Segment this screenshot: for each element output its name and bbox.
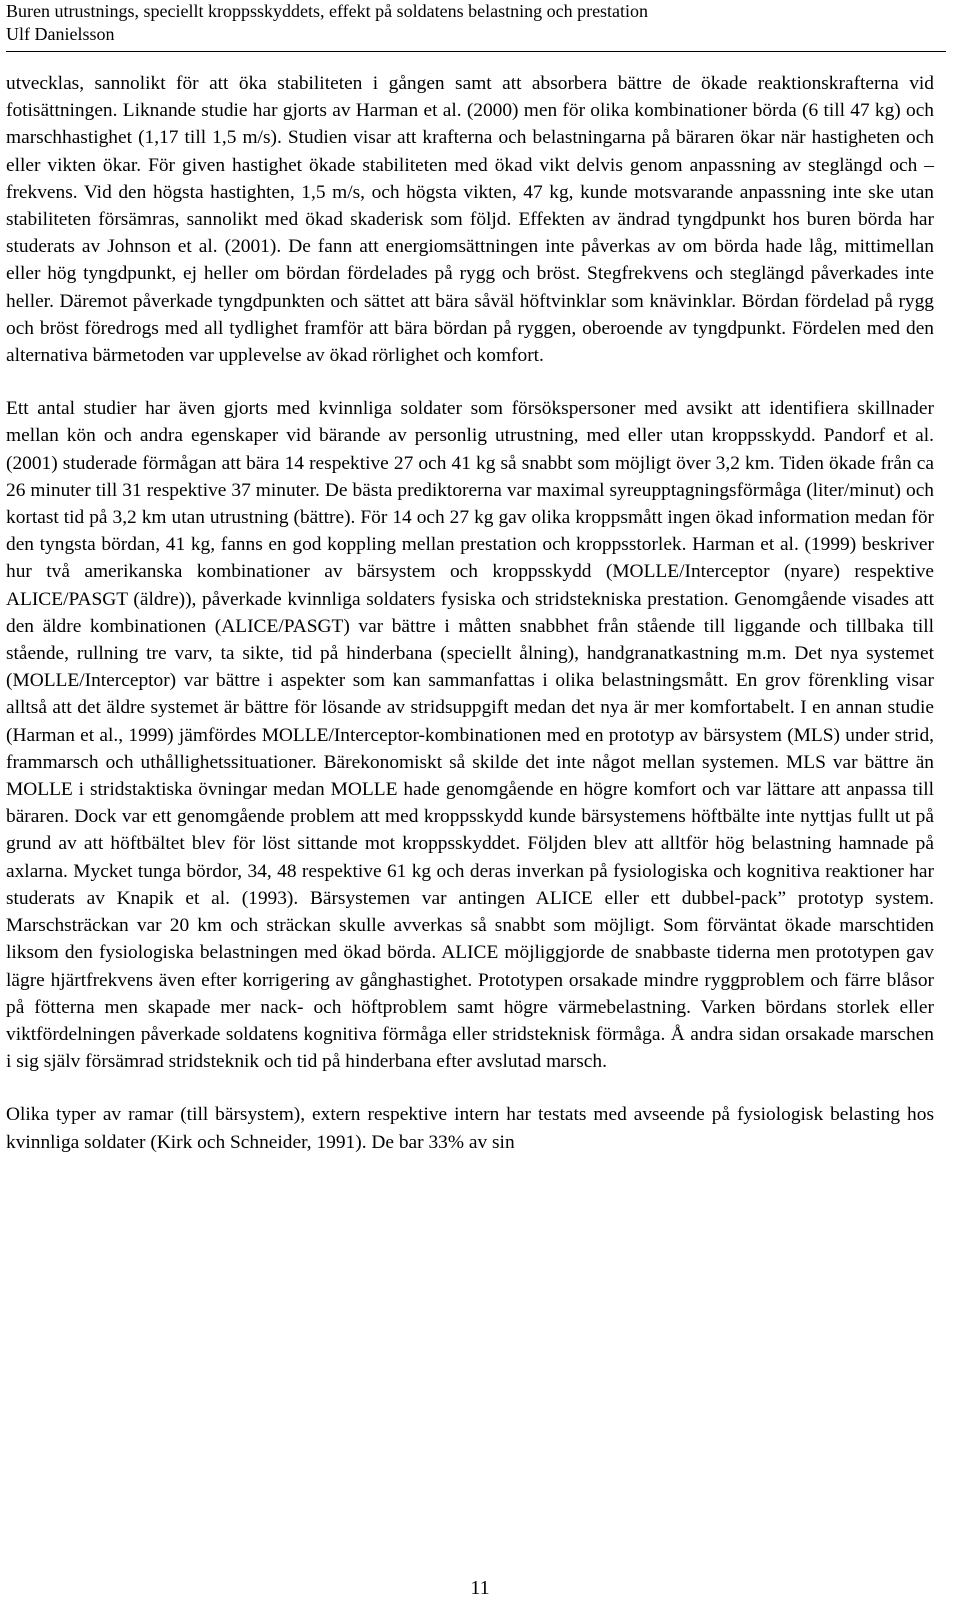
running-header (6, 0, 946, 46)
body-text (6, 70, 934, 1156)
document-title: Buren utrustnings, speciellt kroppsskyddets, effekt på soldatens belastning och prestation (6, 1, 649, 21)
header-divider (6, 51, 946, 52)
paragraph-3: Olika typer av ramar (till bärsystem), extern respektive intern har testats med avseende på fysiologisk belasting hos kvinnliga soldater (Kirk och Schneider, 1991). De bar 33% av sin (6, 1104, 934, 1153)
paragraph-2: Ett antal studier har även gjorts med kvinnliga soldater som försökspersoner med avsikt att identifiera skillnader mellan kön och andra egenskaper vid bärande av personlig utrustning, med eller utan kroppsskydd. Pandorf et al. (2001) studerade förmågan att bära 14 respektive 27 och 41 kg så snabbt som möjligt över 3,2 km. Tiden ökade från ca 26 minuter till 31 respektive 37 minuter. De bästa prediktorerna var maximal syreupptagningsförmåga (liter/minut) och kortast tid på 3,2 km utan utrustning (bättre). För 14 och 27 kg gav olika kroppsmått ingen ökad information medan för den tyngsta bördan, 41 kg, fanns en god koppling mellan prestation och kroppsstorlek. Harman et al. (1999) beskriver hur två amerikanska kombinationer av bärsystem och kroppsskydd (MOLLE/Interceptor (nyare) respektive ALICE/PASGT (äldre)), påverkade kvinnliga soldaters fysiska och stridstekniska prestation. Genomgående visades att den äldre kombinationen (ALICE/PASGT) var bättre i måtten snabbhet från stående till liggande och tillbaka till stående, rullning tre varv, ta sikte, tid på hinderbana (speciellt ålning), handgranatkastning m.m. Det nya systemet (MOLLE/Interceptor) var bättre i aspekter som kan sammanfattas i olika belastningsmått. En grov förenkling visar alltså att det äldre systemet är bättre för lösande av stridsuppgift medan det nya är mer komfortabelt. I en annan studie (Harman et al., 1999) jämfördes MOLLE/Interceptor-kombinationen med en prototyp av bärsystem (MLS) under strid, frammarsch och uthållighetssituationer. Bärekonomiskt så skilde det inte något mellan systemen. MLS var bättre än MOLLE i stridstaktiska övningar medan MOLLE hade genomgående en högre komfort och var lättare att anpassa till bäraren. Dock var ett genomgående problem att med kroppsskydd kunde bärsystemens höftbälte inte nyttjas fullt ut på grund av att höftbältet blev för löst sittande mot kroppsskyddet. Följden blev att alltför hög belastning hamnade på axlarna. Mycket tunga bördor, 34, 48 respektive 61 kg och deras inverkan på fysiologiska och kognitiva reaktioner har studerats av Knapik et al. (1993). Bärsystemen var antingen ALICE eller ett dubbel-pack” prototyp system. Marschsträckan var 20 km och sträckan skulle avverkas så snabbt som möjligt. Som förväntat ökade marschtiden liksom den fysiologiska belastningen med ökad börda. ALICE möjliggjorde de snabbaste tiderna men prototypen gav lägre hjärtfrekvens även efter korrigering av gånghastighet. Prototypen orsakade mindre ryggproblem och färre blåsor på fötterna men skapade mer nack- och höftproblem samt högre värmebelastning. Varken bördans storlek eller viktfördelningen påverkade soldatens kognitiva förmåga eller stridsteknisk förmåga. Å andra sidan orsakade marschen i sig själv försämrad stridsteknik och tid på hinderbana efter avslutad marsch. (6, 398, 934, 1073)
paragraph-1: utvecklas, sannolikt för att öka stabiliteten i gången samt att absorbera bättre de ökade reaktionskrafterna vid fotisättningen. Liknande studie har gjorts av Harman et al. (2000) men för olika kombinationer börda (6 till 47 kg) och marschhastighet (1,17 till 1,5 m/s). Studien visar att krafterna och belastningarna på bäraren ökar när hastigheten och eller vikten ökar. För given hastighet ökade stabiliteten med ökad vikt delvis genom anpassning av steglängd och –frekvens. Vid den högsta hastighten, 1,5 m/s, och högsta vikten, 47 kg, kunde motsvarande anpassning inte ske utan stabiliteten försämras, sannolikt med ökad skaderisk som följd. Effekten av ändrad tyngdpunkt hos buren börda har studerats av Johnson et al. (2001). De fann att energiomsättningen inte påverkas av om börda hade låg, mittimellan eller hög tyngdpunkt, ej heller om bördan fördelades på rygg och bröst. Stegfrekvens och steglängd påverkades inte heller. Däremot påverkade tyngdpunkten och sättet att bära såväl höftvinklar som knävinklar. Bördan fördelad på rygg och bröst föredrogs med all tydlighet framför att bära bördan på ryggen, oberoende av tyngdpunkt. Fördelen med den alternativa bärmetoden var upplevelse av ökad rörlighet och komfort. (6, 73, 934, 367)
page-number: 11 (470, 1577, 490, 1599)
document-author: Ulf Danielsson (6, 24, 115, 44)
